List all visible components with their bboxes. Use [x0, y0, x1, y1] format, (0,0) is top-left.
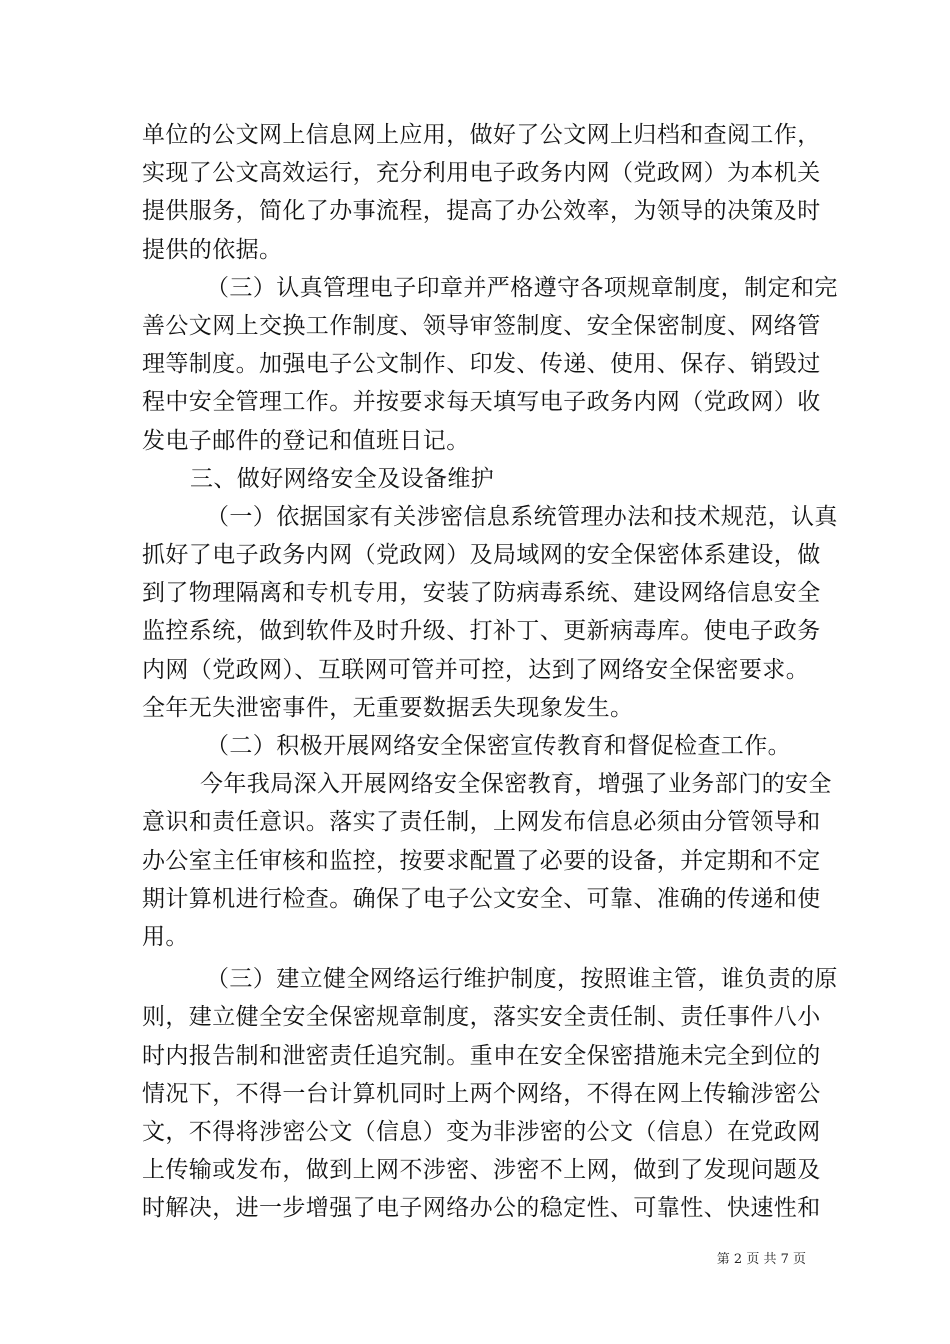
body-line: 实现了公文高效运行，充分利用电子政务内网（党政网）为本机关: [142, 160, 821, 187]
page-number: 第 2 页 共 7 页: [716, 1252, 806, 1267]
body-line: 内网（党政网）、互联网可管并可控，达到了网络安全保密要求。: [142, 656, 810, 683]
body-line: 善公文网上交换工作制度、领导审签制度、安全保密制度、网络管: [142, 312, 821, 339]
section-heading: 三、做好网络安全及设备维护: [190, 465, 495, 492]
body-line: 意识和责任意识。落实了责任制，上网发布信息必须由分管领导和: [142, 809, 821, 836]
body-line: （一）依据国家有关涉密信息系统管理办法和技术规范，认真: [206, 503, 838, 530]
body-line: 则，建立健全安全保密规章制度，落实安全责任制、责任事件八小: [142, 1004, 821, 1031]
body-line: 程中安全管理工作。并按要求每天填写电子政务内网（党政网）收: [142, 389, 821, 416]
body-line: 理等制度。加强电子公文制作、印发、传递、使用、保存、销毁过: [142, 351, 821, 378]
body-line: 上传输或发布，做到上网不涉密、涉密不上网，做到了发现问题及: [142, 1157, 821, 1184]
body-line: 到了物理隔离和专机专用，安装了防病毒系统、建设网络信息安全: [142, 580, 821, 607]
body-line: （三）建立健全网络运行维护制度，按照谁主管，谁负责的原: [206, 966, 838, 993]
body-line: 情况下，不得一台计算机同时上两个网络，不得在网上传输涉密公: [142, 1080, 821, 1107]
body-line: 时解决，进一步增强了电子网络办公的稳定性、可靠性、快速性和: [142, 1195, 821, 1222]
body-line: 今年我局深入开展网络安全保密教育，增强了业务部门的安全: [200, 771, 832, 798]
document-body: [142, 116, 838, 1227]
body-line: 发电子邮件的登记和值班日记。: [142, 427, 470, 454]
body-line: 用。: [142, 923, 189, 950]
body-line: 时内报告制和泄密责任追究制。重申在安全保密措施未完全到位的: [142, 1042, 821, 1069]
body-line: 提供服务，简化了办事流程，提高了办公效率，为领导的决策及时: [142, 198, 821, 225]
body-line: 抓好了电子政务内网（党政网）及局域网的安全保密体系建设，做: [142, 542, 821, 569]
subsection-heading: （二）积极开展网络安全保密宣传教育和督促检查工作。: [206, 733, 791, 759]
body-line: 全年无失泄密事件，无重要数据丢失现象发生。: [142, 694, 634, 721]
body-line: 监控系统，做到软件及时升级、打补丁、更新病毒库。使电子政务: [142, 618, 821, 645]
body-line: 期计算机进行检查。确保了电子公文安全、可靠、准确的传递和使: [142, 885, 821, 912]
body-line: 提供的依据。: [142, 236, 283, 263]
body-line: 文，不得将涉密公文（信息）变为非涉密的公文（信息）在党政网: [142, 1118, 821, 1145]
body-line: 办公室主任审核和监控，按要求配置了必要的设备，并定期和不定: [142, 847, 821, 874]
body-line: （三）认真管理电子印章并严格遵守各项规章制度，制定和完: [206, 274, 838, 301]
body-line: 单位的公文网上信息网上应用，做好了公文网上归档和查阅工作，: [142, 122, 821, 148]
